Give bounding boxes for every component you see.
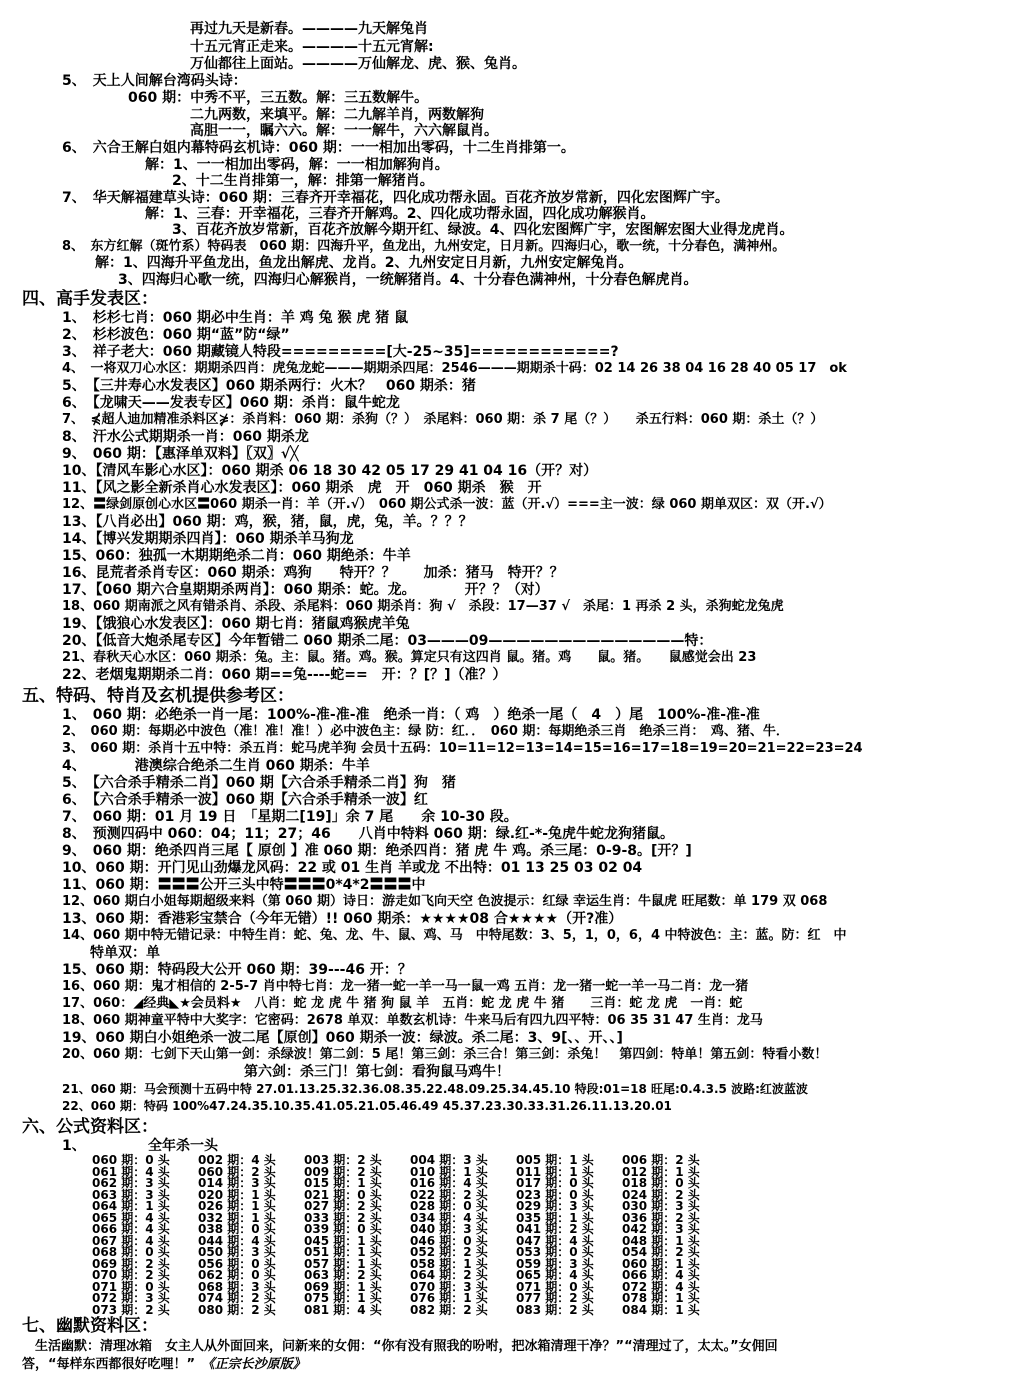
table-cell: 053 期：0 头 xyxy=(516,1245,594,1259)
table-cell: 018 期：0 头 xyxy=(622,1176,700,1190)
table-cell: 067 期：4 头 xyxy=(92,1233,170,1248)
table-cell: 038 期：0 头 xyxy=(198,1222,276,1236)
table-cell: 081 期：4 头 xyxy=(304,1302,382,1317)
item-number: 1、 xyxy=(62,1138,86,1154)
table-cell: 069 期：1 头 xyxy=(304,1279,382,1294)
list-item: 21、春秋天心水区：060 期杀：兔。主：鼠。猪。鸡。猴。算定只有这四肖 鼠。猪。鸡 鼠。猪。 鼠感觉会出 23 xyxy=(62,650,757,665)
table-cell: 078 期：1 头 xyxy=(622,1291,700,1305)
list-item: 21、060 期：马会预测十五码中特 27.01.13.25.32.36.08.35.22.48.09.25.34.45.10 特段:01=18 旺尾:0.4.3.5 波路:红波蓝波 xyxy=(62,1082,808,1096)
list-item: 13、【八肖必出】060 期：鸡，猴，猪，鼠，虎，兔，羊。？？？ xyxy=(62,514,473,530)
list-item: 7、 060 期：01 月 19 日 「星期二[19]」余 7 尾 余 10-30 段。 xyxy=(62,809,518,825)
table-cell: 021 期：0 头 xyxy=(304,1187,382,1202)
intro-line: 解：1、三春：开幸福花，三春齐开解鸡。2、四化成功帮永固，四化成功解猴肖。 xyxy=(145,206,655,222)
table-cell: 054 期：2 头 xyxy=(622,1245,700,1259)
list-item: 7、 ⋠超人迪加精准杀料区⋡：杀肖料：060 期：杀狗（？） 杀尾料：060 期：杀 7 尾（？） 杀五行料：060 期：杀土（？） xyxy=(62,412,824,427)
list-item: 10、【清风车影心水区】：060 期杀 06 18 30 42 05 17 29 41 04 16（开？对） xyxy=(62,463,598,479)
table-cell: 084 期：1 头 xyxy=(622,1302,700,1317)
list-item: 16、昆荒者杀肖专区：060 期杀：鸡狗 特开？？ 加杀：猪马 特开？？ xyxy=(62,565,564,581)
table-cell: 045 期：1 头 xyxy=(304,1233,382,1248)
table-cell: 070 期：3 头 xyxy=(410,1279,488,1294)
table-cell: 057 期：1 头 xyxy=(304,1256,382,1271)
list-item: 18、060 期南派之风有错杀肖、杀段、杀尾料：060 期杀肖：狗 √ 杀段：17—37 √ 杀尾：1 再杀 2 头，杀狗蛇龙兔虎 xyxy=(62,599,784,614)
table-cell: 023 期：0 头 xyxy=(516,1187,594,1202)
list-item: 20、060 期：七剑下天山第一剑：杀绿波！第二剑：5 尾！第三剑：杀三合！第三剑：杀兔！ 第四剑：特单！第五剑：特看小数！ xyxy=(62,1047,828,1062)
table-cell: 029 期：3 头 xyxy=(516,1199,594,1213)
list-item: 1、 杉杉七肖：060 期必中生肖：羊 鸡 兔 猴 虎 猪 鼠 xyxy=(62,310,409,326)
table-cell: 010 期：1 头 xyxy=(410,1164,488,1179)
table-cell: 068 期：0 头 xyxy=(92,1245,170,1259)
list-item: 8、 预测四码中 060：04；11；27；46 八肖中特料 060 期：绿.红-*-兔虎牛蛇龙狗猪鼠。 xyxy=(62,826,674,842)
table-cell: 066 期：4 头 xyxy=(92,1222,170,1236)
list-item: 19、【饿狼心水发表区】：060 期七肖：猪鼠鸡猴虎羊兔 xyxy=(62,616,410,632)
table-cell: 047 期：4 头 xyxy=(516,1233,594,1248)
list-item: 11、【风之影全新杀肖心水发表区】：060 期杀 虎 开 060 期杀 猴 开 xyxy=(62,480,542,496)
table-cell: 065 期：4 头 xyxy=(516,1268,594,1282)
table-cell: 051 期：1 头 xyxy=(304,1245,382,1259)
table-cell: 028 期：0 头 xyxy=(410,1199,488,1213)
table-cell: 036 期：2 头 xyxy=(622,1210,700,1225)
list-item: 8、 汗水公式期期杀一肖：060 期杀龙 xyxy=(62,429,309,445)
table-cell: 044 期：4 头 xyxy=(198,1233,276,1248)
intro-line: 十五元宵正走来。————十五元宵解: xyxy=(190,39,434,55)
list-item: 第六剑：杀三门！第七剑：看狗鼠马鸡牛！ xyxy=(62,1064,510,1080)
table-cell: 034 期：4 头 xyxy=(410,1210,488,1225)
list-item: 特单双：单 xyxy=(62,945,160,961)
list-item: 4、 一将双刀心水区：期期杀四肖：虎兔龙蛇———期期杀四尾：2546———期期杀十码：02 14 26 38 04 16 28 40 05 17 ok xyxy=(62,361,847,376)
intro-line: 再过九天是新春。————九天解兔肖 xyxy=(190,21,428,37)
list-item: 14、【博兴发期期杀四肖】：060 期杀羊马狗龙 xyxy=(62,531,354,547)
list-item: 15、060：独孤一木期期绝杀二肖：060 期绝杀：牛羊 xyxy=(62,548,411,564)
intro-line: 解：1、一一相加出零码，解：一一相加解狗肖。 xyxy=(145,157,449,173)
table-cell: 040 期：3 头 xyxy=(410,1222,488,1236)
intro-line: 高胆一一，瞩六六。解：一一解牛，六六解鼠肖。 xyxy=(190,123,498,139)
table-cell: 002 期：4 头 xyxy=(198,1153,276,1167)
table-cell: 015 期：1 头 xyxy=(304,1176,382,1190)
table-cell: 075 期：1 头 xyxy=(304,1291,382,1305)
intro-line: 6、 六合王解白姐内幕特码玄机诗：060 期：一一相加出零码，十二生肖排第一。 xyxy=(62,140,575,156)
table-cell: 005 期：1 头 xyxy=(516,1153,594,1167)
table-cell: 061 期：4 头 xyxy=(92,1164,170,1179)
table-cell: 062 期：0 头 xyxy=(198,1268,276,1282)
table-cell: 046 期：0 头 xyxy=(410,1233,488,1248)
list-item: 17、060：◢经典◣★会员料★ 八肖：蛇 龙 虎 牛 猪 狗 鼠 羊 五肖：蛇 龙 虎 牛 猪 三肖：蛇 龙 虎 一肖：蛇 xyxy=(62,996,743,1011)
intro-line: 3、四海归心歌一统，四海归心解猴肖，一统解猪肖。4、十分春色满神州，十分春色解虎肖。 xyxy=(118,272,698,288)
table-cell: 070 期：2 头 xyxy=(92,1268,170,1282)
table-cell: 022 期：2 头 xyxy=(410,1187,488,1202)
list-item: 11、060 期：〓〓〓公开三头中特〓〓〓0*4*2〓〓〓中 xyxy=(62,877,426,893)
table-cell: 032 期：1 头 xyxy=(198,1210,276,1225)
humor-text: 生活幽默：清理冰箱 女主人从外面回来，问新来的女佣：“你有没有照我的吩咐，把冰箱清理干净？”“清理过了，太太。”女佣回 xyxy=(22,1339,778,1354)
intro-line: 5、 天上人间解台湾码头诗： xyxy=(62,73,247,89)
section-heading: 五、特码、特肖及玄机提供参考区： xyxy=(22,686,294,706)
list-item: 22、老烟鬼期期杀二肖：060 期==兔----蛇== 开：？[？]（准？） xyxy=(62,667,507,683)
list-item: 16、060 期：鬼才相信的 2-5-7 肖中特七肖：龙一猪一蛇一羊一马一鼠一鸡 五肖：龙一猪一蛇一羊一马二肖：龙一猪 xyxy=(62,979,749,994)
table-cell: 060 期：1 头 xyxy=(622,1256,700,1271)
table-cell: 017 期：0 头 xyxy=(516,1176,594,1190)
table-cell: 052 期：2 头 xyxy=(410,1245,488,1259)
table-cell: 064 期：1 头 xyxy=(92,1199,170,1213)
table-cell: 080 期：2 头 xyxy=(198,1302,276,1317)
table-cell: 072 期：4 头 xyxy=(622,1279,700,1294)
table-cell: 083 期：2 头 xyxy=(516,1302,594,1317)
intro-line: 060 期：中秀不平，三五数。解：三五数解牛。 xyxy=(128,90,429,106)
table-cell: 071 期：0 头 xyxy=(516,1279,594,1294)
list-item: 18、060 期神童平特中大奖字：它密码：2678 单双：单数玄机诗：牛来马后有四九四平特：06 35 31 47 生肖：龙马 xyxy=(62,1013,763,1028)
intro-line: 万仙都往上面站。————万仙解龙、虎、猴、兔肖。 xyxy=(190,56,526,72)
section-heading: 七、幽默资料区： xyxy=(22,1316,158,1336)
list-item: 4、 港澳综合绝杀二生肖 060 期杀：牛羊 xyxy=(62,758,370,774)
list-item: 2、 杉杉波色：060 期“蓝”防“绿” xyxy=(62,327,290,343)
list-item: 5、 【六合杀手精杀二肖】060 期【六合杀手精杀二肖】狗 猪 xyxy=(62,775,456,791)
table-cell: 064 期：2 头 xyxy=(410,1268,488,1282)
table-cell: 077 期：2 头 xyxy=(516,1291,594,1305)
list-item: 22、060 期：特码 100%47.24.35.10.35.41.05.21.05.46.49 45.37.23.30.33.31.26.11.13.20.01 xyxy=(62,1099,672,1113)
list-item: 13、060 期：香港彩宝禁合（今年无错）!! 060 期杀：★★★★08 合★★★★（开?准） xyxy=(62,911,623,927)
table-cell: 072 期：3 头 xyxy=(92,1291,170,1305)
intro-line: 解：1、四海升平鱼龙出，鱼龙出解虎、龙肖。2、九州安定日月新，九州安定解兔肖。 xyxy=(95,255,633,271)
intro-line: 二九两数，来填平。解：二九解羊肖，两数解狗 xyxy=(190,107,484,123)
table-cell: 026 期：1 头 xyxy=(198,1199,276,1213)
intro-line: 2、十二生肖排第一，解：排第一解猪肖。 xyxy=(172,173,434,189)
section-heading: 六、公式资料区： xyxy=(22,1117,158,1137)
list-item: 6、 【六合杀手精杀一波】060 期【六合杀手精杀一波】红 xyxy=(62,792,428,808)
list-item: 9、 060 期：【惠泽单双料】〖双〗√╳ xyxy=(62,446,299,462)
list-item: 3、 060 期：杀肖十五中特：杀五肖：蛇马虎羊狗 会员十五码：10=11=12=13=14=15=16=17=18=19=20=21=22=23=24 xyxy=(62,741,863,756)
table-cell: 065 期：4 头 xyxy=(92,1210,170,1225)
table-cell: 060 期：0 头 xyxy=(92,1153,170,1167)
table-cell: 033 期：2 头 xyxy=(304,1210,382,1225)
table-cell: 059 期：3 头 xyxy=(516,1256,594,1271)
table-cell: 068 期：3 头 xyxy=(198,1279,276,1294)
table-cell: 035 期：1 头 xyxy=(516,1210,594,1225)
table-cell: 058 期：1 头 xyxy=(410,1256,488,1271)
table-cell: 056 期：0 头 xyxy=(198,1256,276,1271)
table-cell: 006 期：2 头 xyxy=(622,1153,700,1167)
table-cell: 003 期：2 头 xyxy=(304,1153,382,1167)
table-cell: 039 期：0 头 xyxy=(304,1222,382,1236)
intro-line: 7、 华天解福建草头诗：060 期：三春齐开幸福花，四化成功帮永固。百花齐放岁常新，四化宏图辉广宇。 xyxy=(62,190,729,206)
table-cell: 012 期：1 头 xyxy=(622,1164,700,1179)
list-item: 12、〓绿剑原创心水区〓060 期杀一肖：羊（开.√） 060 期公式杀一波：蓝（开.√）===主一波：绿 060 期单双区：双（开.√） xyxy=(62,497,832,512)
humor-text-end xyxy=(22,1356,306,1374)
list-item: 10、060 期：开门见山劲爆龙风码：22 或 01 生肖 羊或龙 不出特：01 13 25 03 02 04 xyxy=(62,860,643,876)
list-item: 17、【060 期六合皇期期杀两肖】：060 期杀：蛇。龙。 开？？（对） xyxy=(62,582,549,598)
table-cell: 071 期：0 头 xyxy=(92,1279,170,1294)
table-cell: 048 期：1 头 xyxy=(622,1233,700,1248)
table-cell: 062 期：3 头 xyxy=(92,1176,170,1190)
intro-line: 3、百花齐放岁常新，百花齐放解今期开红、绿波。4、四化宏图辉广宇，宏图解宏图大业得龙虎肖。 xyxy=(172,222,794,238)
table-cell: 073 期：2 头 xyxy=(92,1302,170,1317)
table-cell: 016 期：4 头 xyxy=(410,1176,488,1190)
list-item: 2、 060 期：每期必中波色（准！准！准！）必中波色主：绿 防：红．． 060 期：每期绝杀三肖 绝杀三肖： 鸡、猪、牛． xyxy=(62,724,789,739)
table-cell: 020 期：1 头 xyxy=(198,1187,276,1202)
list-item: 6、 【龙啸天——发表专区】060 期：杀肖：鼠牛蛇龙 xyxy=(62,395,400,411)
table-cell: 011 期：1 头 xyxy=(516,1164,594,1179)
table-cell: 027 期：2 头 xyxy=(304,1199,382,1213)
humor-text-line2: 答，“每样东西都很好吃哩！” xyxy=(22,1357,196,1372)
list-item: 14、060 期中特无错记录：中特生肖：蛇、兔、龙、牛、鼠、鸡、马 中特尾数：3、5，1，0，6，4 中特波色：主：蓝。防：红 中 xyxy=(62,928,847,943)
table-cell: 030 期：3 头 xyxy=(622,1199,700,1213)
table-cell: 014 期：3 头 xyxy=(198,1176,276,1190)
table-cell: 066 期：4 头 xyxy=(622,1268,700,1282)
table-cell: 004 期：3 头 xyxy=(410,1153,488,1167)
table-cell: 060 期：2 头 xyxy=(198,1164,276,1179)
table-cell: 009 期：2 头 xyxy=(304,1164,382,1179)
list-item: 12、060 期白小姐每期超级来料（第 060 期）诗日：游走如飞向天空 色波提示：红绿 幸运生肖：牛鼠虎 旺尾数：单 179 双 068 xyxy=(62,894,828,909)
section-heading: 四、高手发表区： xyxy=(22,289,158,309)
list-item: 20、【低音大炮杀尾专区】今年暂错二 060 期杀二尾：03———09——————————————特： xyxy=(62,633,713,649)
table-cell: 063 期：3 头 xyxy=(92,1187,170,1202)
table-cell: 074 期：2 头 xyxy=(198,1291,276,1305)
list-item: 9、 060 期：绝杀四肖三尾【 原创 】准 060 期：绝杀四肖：猪 虎 牛 鸡。杀三尾：0-9-8。[开？] xyxy=(62,843,692,859)
list-item: 3、 祥子老大：060 期藏镜人特段=========[大-25~35]============? xyxy=(62,344,619,360)
table-cell: 041 期：2 头 xyxy=(516,1222,594,1236)
table-cell: 063 期：2 头 xyxy=(304,1268,382,1282)
list-item: 5、 【三井寿心水发表区】060 期杀两行：火木？ 060 期杀：猪 xyxy=(62,378,476,394)
source-signature: 《正宗长沙原版》 xyxy=(208,1357,306,1372)
table-cell: 024 期：2 头 xyxy=(622,1187,700,1202)
table-cell: 050 期：3 头 xyxy=(198,1245,276,1259)
list-item: 19、060 期白小姐绝杀一波二尾【原创】060 期杀一波：绿波。杀二尾：3、9[、、开、、] xyxy=(62,1030,623,1046)
table-cell: 082 期：2 头 xyxy=(410,1302,488,1317)
table-title: 全年杀一头 xyxy=(148,1138,218,1154)
intro-line: 8、 东方红解（斑竹系）特码表 060 期：四海升平，鱼龙出，九州安定，日月新。四海归心，歌一统，十分春色，满神州。 xyxy=(62,239,786,254)
list-item: 15、060 期：特码段大公开 060 期：39---46 开：？ xyxy=(62,962,412,978)
table-cell: 076 期：1 头 xyxy=(410,1291,488,1305)
table-cell: 042 期：3 头 xyxy=(622,1222,700,1236)
list-item: 1、 060 期：必绝杀一肖一尾：100%-准-准-准 绝杀一肖：（ 鸡 ）绝杀一尾（ 4 ）尾 100%-准-准-准 xyxy=(62,707,760,723)
table-cell: 069 期：2 头 xyxy=(92,1256,170,1271)
